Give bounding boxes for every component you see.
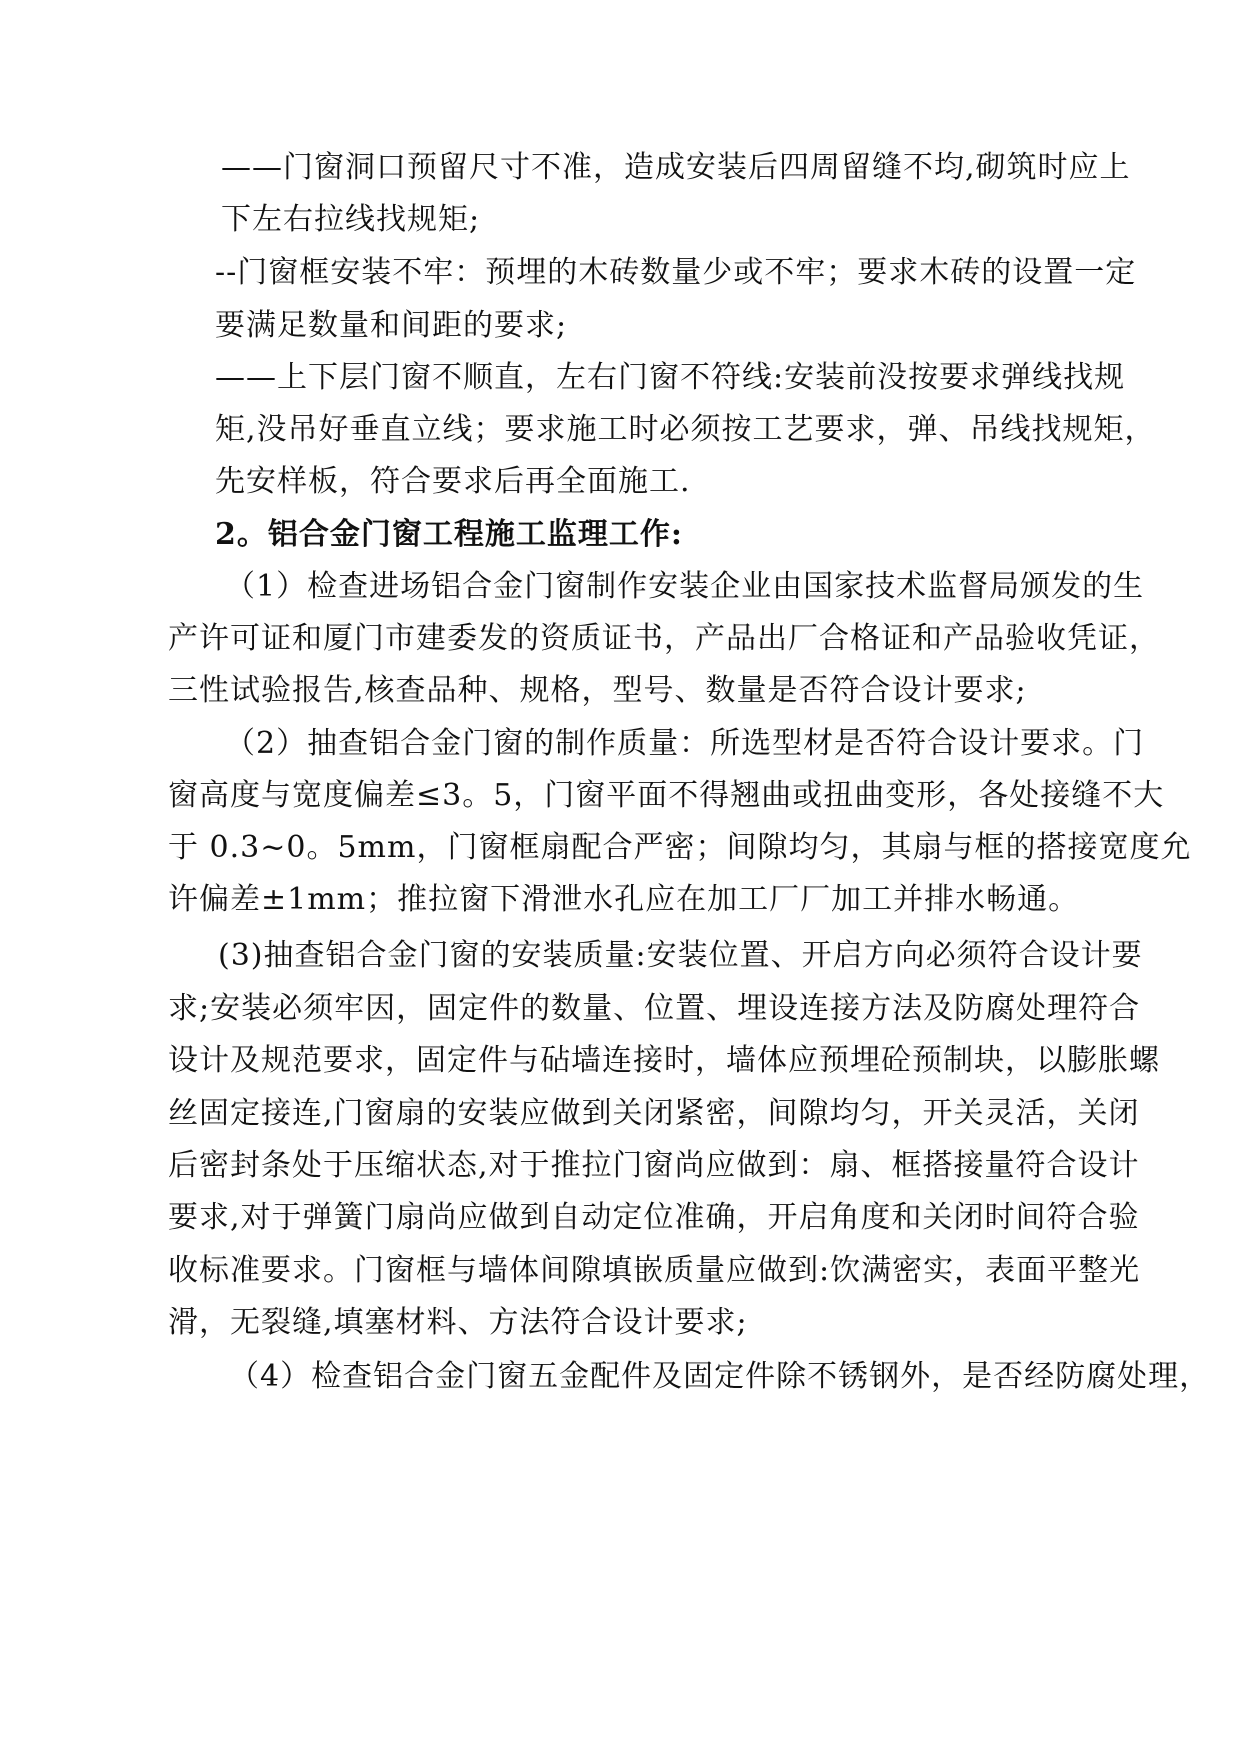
section-heading: 2。铝合金门窗工程施工监理工作: (215, 517, 683, 552)
text-line: （2）抽查铝合金门窗的制作质量：所选型材是否符合设计要求。门 (225, 726, 1145, 761)
text-line: 许偏差±1mm；推拉窗下滑泄水孔应在加工厂厂加工并排水畅通。 (168, 882, 1080, 917)
text-line: ——门窗洞口预留尺寸不准，造成安装后四周留缝不均,砌筑时应上 (221, 150, 1131, 185)
text-line: 三性试验报告,核查品种、规格，型号、数量是否符合设计要求; (168, 673, 1027, 708)
text-line: （4）检查铝合金门窗五金配件及固定件除不锈钢外，是否经防腐处理， (229, 1359, 1211, 1394)
text-line: 要求,对于弹簧门扇尚应做到自动定位准确，开启角度和关闭时间符合验 (168, 1200, 1140, 1235)
text-line: 先安样板，符合要求后再全面施工. (215, 464, 691, 499)
text-line: 于 0.3~0。5mm，门窗框扇配合严密；间隙均匀，其扇与框的搭接宽度允 (168, 830, 1192, 865)
text-line: 丝固定接连,门窗扇的安装应做到关闭紧密，间隙均匀，开关灵活，关闭 (168, 1096, 1140, 1131)
text-line: 要满足数量和间距的要求; (215, 308, 568, 343)
text-line: 产许可证和厦门市建委发的资质证书，产品出厂合格证和产品验收凭证， (168, 621, 1160, 656)
text-line: 后密封条处于压缩状态,对于推拉门窗尚应做到：扇、框搭接量符合设计 (168, 1148, 1140, 1183)
text-line: ——上下层门窗不顺直，左右门窗不符线:安装前没按要求弹线找规 (215, 360, 1126, 395)
text-line: （1）检查进场铝合金门窗制作安装企业由国家技术监督局颁发的生 (225, 569, 1145, 604)
text-line: 矩,没吊好垂直立线；要求施工时必须按工艺要求，弹、吊线找规矩， (215, 412, 1156, 447)
text-line: 下左右拉线找规矩; (221, 202, 481, 237)
text-line: 设计及规范要求，固定件与砧墙连接时，墙体应预埋砼预制块，以膨胀螺 (168, 1043, 1160, 1078)
text-line: --门窗框安装不牢：预埋的木砖数量少或不牢；要求木砖的设置一定 (215, 255, 1137, 290)
text-line: 收标准要求。门窗框与墙体间隙填嵌质量应做到:饮满密实，表面平整光 (168, 1253, 1141, 1288)
text-line: 滑，无裂缝,填塞材料、方法符合设计要求; (168, 1305, 748, 1340)
text-line: 窗高度与宽度偏差≤3。5，门窗平面不得翘曲或扭曲变形，各处接缝不大 (168, 778, 1165, 813)
text-line: (3)抽查铝合金门窗的安装质量:安装位置、开启方向必须符合设计要 (218, 938, 1143, 973)
text-line: 求;安装必须牢因，固定件的数量、位置、埋设连接方法及防腐处理符合 (168, 991, 1141, 1026)
